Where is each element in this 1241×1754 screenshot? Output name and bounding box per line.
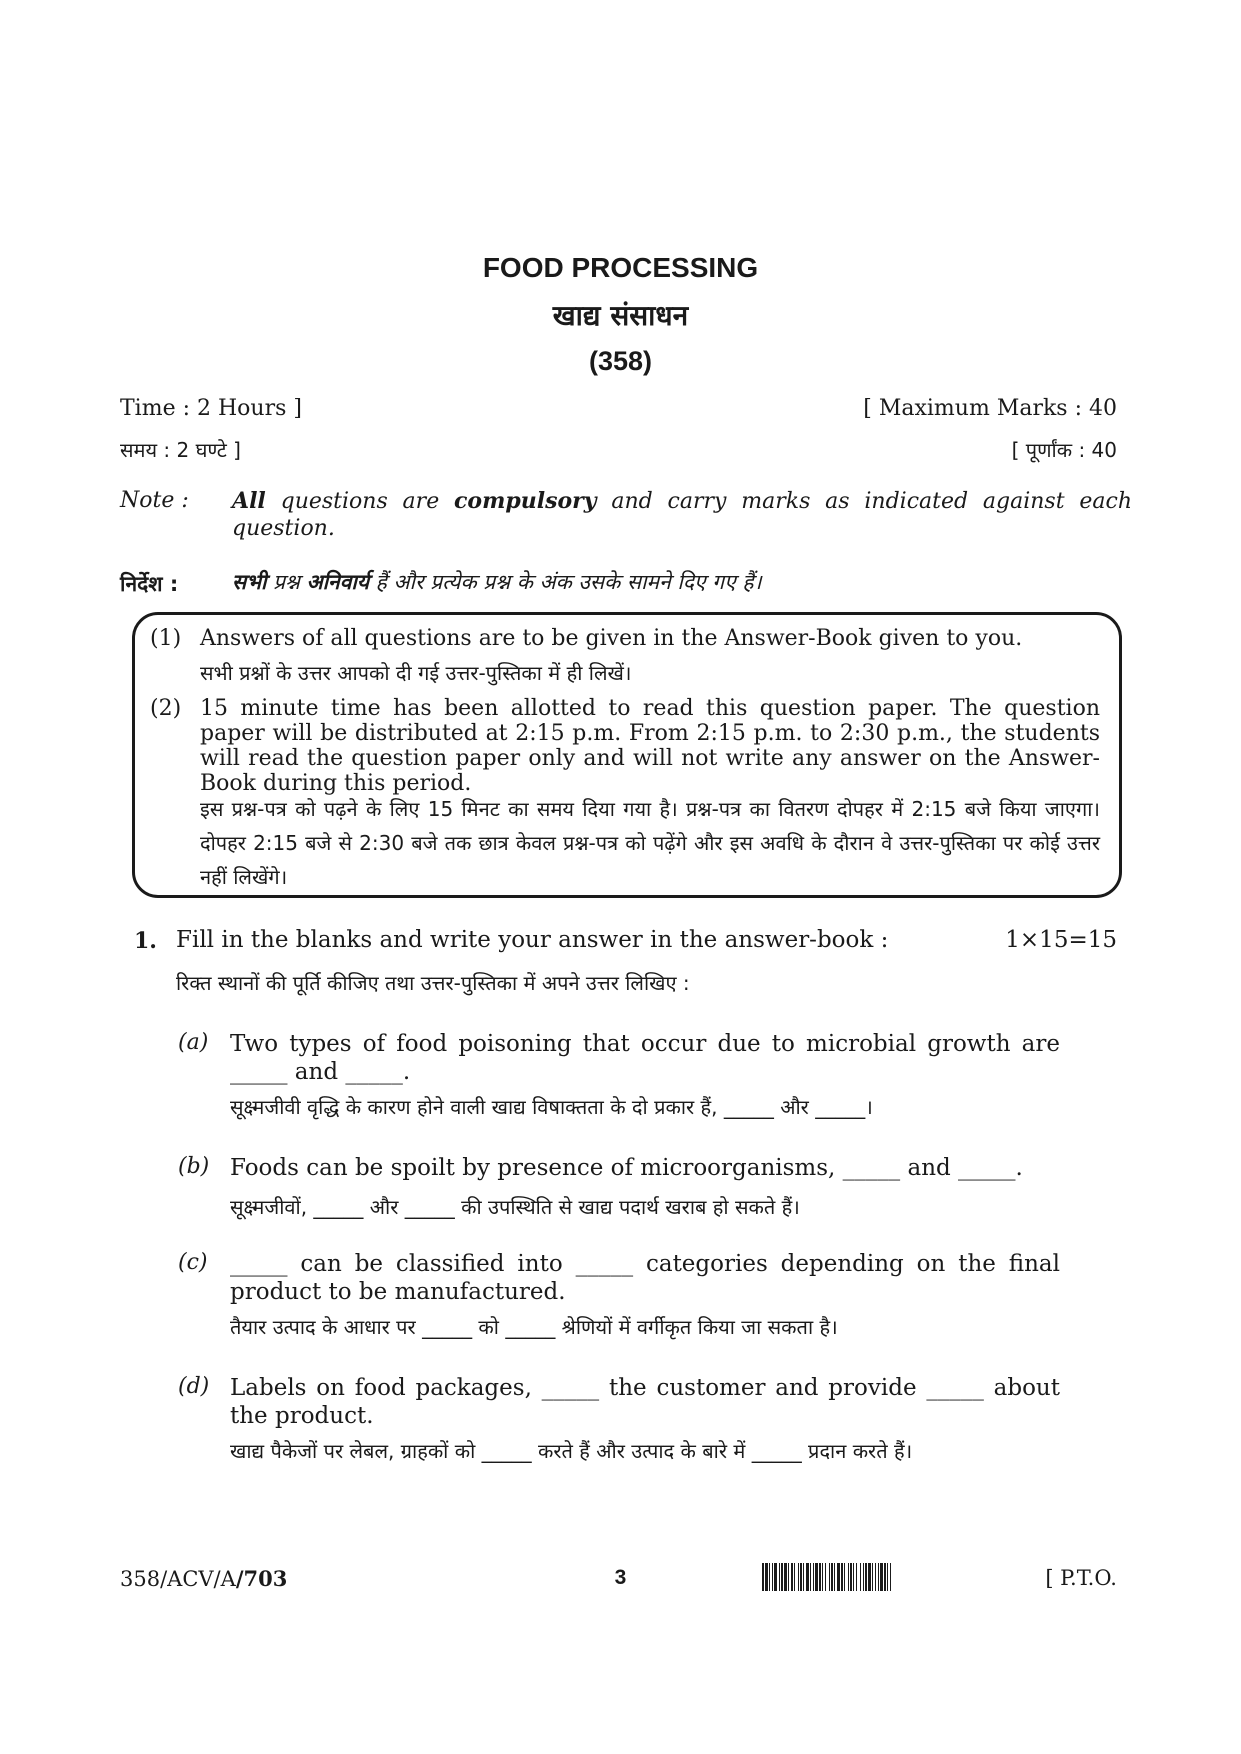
instruction-1-hindi: सभी प्रश्नों के उत्तर आपको दी गई उत्तर-पुस्तिका में ही लिखें। [200, 661, 632, 685]
pto-label: [ P.T.O. [1045, 1566, 1117, 1590]
note-hindi-all: सभी [232, 570, 267, 594]
part-a-english: Two types of food poisoning that occur due to microbial growth are _____ and _____. [230, 1031, 1060, 1085]
note-compulsory: compulsory [454, 488, 597, 514]
part-a-label: (a) [178, 1030, 209, 1055]
instruction-2-number: (2) [150, 696, 182, 721]
barcode [762, 1563, 1024, 1591]
note-label-hindi: निर्देश : [120, 572, 179, 596]
question-1-text-hindi: रिक्त स्थानों की पूर्ति कीजिए तथा उत्तर-पुस्तिका में अपने उत्तर लिखिए : [176, 971, 690, 995]
subject-code: (358) [588, 346, 653, 376]
part-b-english: Foods can be spoilt by presence of microorganisms, _____ and _____. [230, 1155, 1023, 1181]
question-1-text-english: Fill in the blanks and write your answer in the answer-book : [176, 927, 889, 953]
note-hindi-part-2: प्रश्न [266, 570, 307, 594]
instruction-2-hindi: इस प्रश्न-पत्र को पढ़ने के लिए 15 मिनट का समय दिया गया है। प्रश्न-पत्र का वितरण दोपहर में 2:15 बजे किया जाएगा। दोपहर 2:15 बजे से 2:30 बजे तक छात्र केवल प्रश्न-पत्र को पढ़ेंगे और इस अवधि के दौरान वे उत्तर-पुस्तिका पर कोई उत्तर नहीं लिखेंगे। [200, 797, 1100, 889]
note-hindi-part-4: हैं और प्रत्येक प्रश्न के अंक उसके सामने दिए गए हैं। [369, 570, 762, 594]
instruction-1-number: (1) [150, 626, 182, 651]
instruction-1-english: Answers of all questions are to be given in the Answer-Book given to you. [200, 626, 1023, 651]
paper-title-hindi: खाद्य संसाधन [552, 299, 689, 332]
time-hindi: समय : 2 घण्टे ] [120, 438, 241, 462]
part-c-hindi: तैयार उत्पाद के आधार पर _____ को _____ श्रेणियों में वर्गीकृत किया जा सकता है। [230, 1315, 838, 1339]
paper-code-prefix: 358/ACV/A [120, 1567, 236, 1591]
question-1-number: 1. [134, 928, 157, 954]
max-marks-hindi: [ पूर्णांक : 40 [1011, 438, 1117, 462]
part-a-hindi: सूक्ष्मजीवी वृद्धि के कारण होने वाली खाद्य विषाक्तता के दो प्रकार हैं, _____ और _____। [230, 1095, 873, 1119]
instruction-2-english: 15 minute time has been allotted to read this question paper. The question paper will be distributed at 2:15 p.m. From 2:15 p.m. to 2:30 p.m., the students will read the question paper only and will not write any answer on the Answer-Book during this period. [200, 696, 1100, 796]
note-text [232, 488, 1132, 542]
barcode-stripe [891, 1563, 892, 1591]
part-b-label: (b) [178, 1154, 210, 1179]
note-all: All [232, 488, 266, 514]
part-d-hindi: खाद्य पैकेजों पर लेबल, ग्राहकों को _____ करते हैं और उत्पाद के बारे में _____ प्रदान करते हैं। [230, 1439, 913, 1463]
part-d-label: (d) [178, 1374, 210, 1399]
part-c-label: (c) [178, 1250, 208, 1275]
note-text-hindi [232, 568, 762, 596]
note-part-4: and carry marks as indicated against each question. [232, 489, 1132, 541]
paper-code-suffix: /703 [235, 1566, 288, 1591]
part-b-hindi: सूक्ष्मजीवों, _____ और _____ की उपस्थिति से खाद्य पदार्थ खराब हो सकते हैं। [230, 1195, 800, 1219]
note-hindi-compulsory: अनिवार्य [306, 570, 369, 594]
time-english: Time : 2 Hours ] [120, 396, 302, 421]
question-1-marks: 1×15=15 [1005, 927, 1117, 953]
note-part-2: questions are [265, 489, 455, 514]
part-d-english: Labels on food packages, _____ the customer and provide _____ about the product. [230, 1375, 1060, 1429]
max-marks-english: [ Maximum Marks : 40 [863, 396, 1117, 421]
paper-title-english: FOOD PROCESSING [482, 252, 759, 283]
note-label: Note : [120, 488, 189, 513]
part-c-english: _____ can be classified into _____ categories depending on the final product to be manufactured. [230, 1251, 1060, 1305]
page-number: 3 [614, 1566, 627, 1589]
